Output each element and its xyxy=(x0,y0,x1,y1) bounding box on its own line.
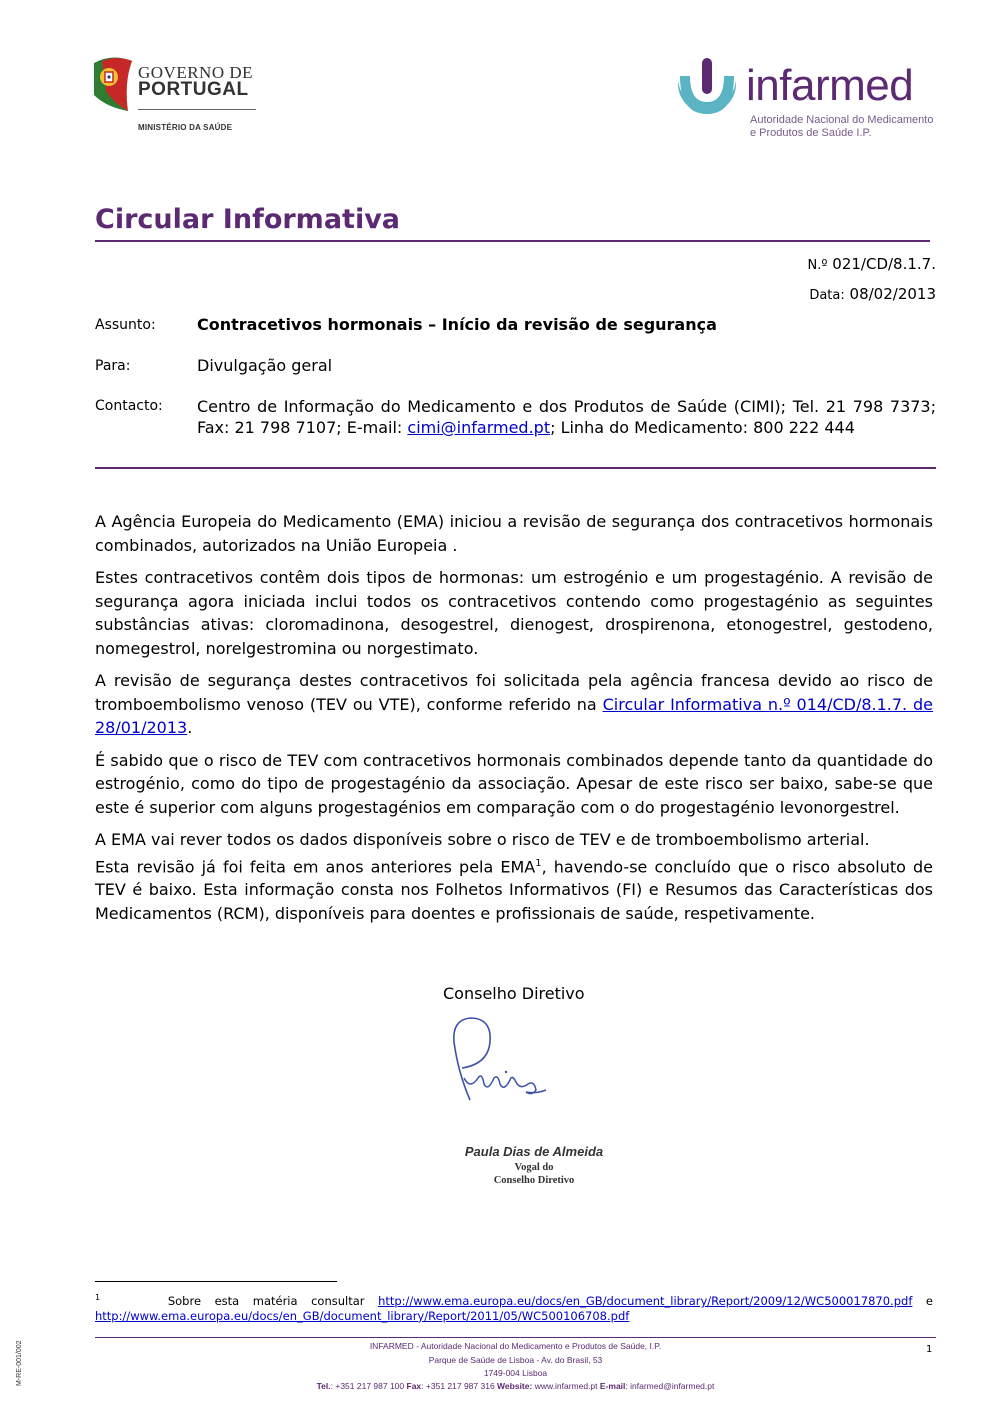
form-code: M-RE-001/002 xyxy=(16,1340,23,1386)
governo-portugal-logo xyxy=(92,55,262,140)
meta-divider xyxy=(95,467,936,469)
contact-email-link[interactable]: cimi@infarmed.pt xyxy=(407,418,551,437)
footnote-link-2[interactable]: http://www.ema.europa.eu/docs/en_GB/document_library/Report/2011/05/WC500106708.pdf xyxy=(95,1308,630,1323)
page-title: Circular Informativa xyxy=(95,204,401,235)
footnote-ref[interactable]: 1 xyxy=(535,857,542,869)
footnote-divider xyxy=(95,1281,337,1282)
footnote: $^1$ Sobre esta matéria consultar http://www.ema.europa.eu/docs/en_GB/document_library/Report/2009/12/WC500017870.pdf e http://www.ema.europa.eu/docs/en_GB/document_library/Report/2011/05/WC500106708.pdf xyxy=(95,1293,933,1323)
ministry-name: MINISTÉRIO DA SAÚDE xyxy=(138,123,233,132)
board-name: Conselho Diretivo xyxy=(443,984,585,1003)
circular-number: N.º 021/CD/8.1.7. xyxy=(807,255,936,273)
paragraph-1: A Agência Europeia do Medicamento (EMA) iniciou a revisão de segurança dos contracetivos hormonais combinados, autorizados na União Europeia . xyxy=(95,512,933,555)
page-number: 1 xyxy=(926,1344,933,1355)
title-divider xyxy=(95,240,930,242)
circular-date: Data: 08/02/2013 xyxy=(809,285,936,303)
subject-value: Contracetivos hormonais – Início da revisão de segurança xyxy=(197,315,717,334)
paragraph-3: A revisão de segurança destes contracetivos foi solicitada pela agência francesa devido ao risco de tromboembolismo venoso (TEV ou VTE), conforme referido na Circular Informativa n.º 014/CD/8.1.7. de 28/01/2013. xyxy=(95,671,934,737)
signatory-role-line1: Vogal do xyxy=(514,1162,554,1173)
contact-label: Contacto: xyxy=(95,398,163,414)
paragraph-2: Estes contracetivos contêm dois tipos de hormonas: um estrogénio e um progestagénio. A revisão de segurança agora iniciada inclui todos os contracetivos contendo como progestagénio as seguintes substâncias ativas: cloromadinona, desogestrel, dienogest, drospirenona, etonogestrel, gestodeno, nomegestrol, norelgestromina ou norgestimato. xyxy=(95,568,933,658)
footer-postal: 1749-004 Lisboa xyxy=(483,1368,548,1378)
footer-org: INFARMED - Autoridade Nacional do Medicamento e Produtos de Saúde, I.P. xyxy=(369,1341,662,1351)
signatory-role-line2: Conselho Diretivo xyxy=(493,1175,575,1186)
footnote-link-1[interactable]: http://www.ema.europa.eu/docs/en_GB/document_library/Report/2009/12/WC500017870.pdf xyxy=(378,1293,913,1308)
infarmed-name: infarmed xyxy=(746,61,914,110)
footer-contacts: Tel.: +351 217 987 100 Fax: +351 217 987 316 Website: www.infarmed.pt E-mail: infarmed@infarmed.pt xyxy=(316,1381,715,1391)
footer-address: Parque de Saúde de Lisboa - Av. do Brasil, 53 xyxy=(428,1355,603,1365)
gov-name: GOVERNO DE PORTUGAL xyxy=(138,63,254,100)
body-text xyxy=(95,510,933,934)
paragraph-5b: Esta revisão já foi feita em anos anteriores pela EMA$^1$, havendo-se concluído que o risco absoluto de TEV é baixo. Esta informação consta nos Folhetos Informativos (FI) e Resumos das Características dos Medicamentos (RCM), disponíveis para doentes e profissionais de saúde, respetivamente. xyxy=(95,856,934,923)
to-value: Divulgação geral xyxy=(197,356,333,375)
paragraph-4: É sabido que o risco de TEV com contracetivos hormonais combinados depende tanto da quantidade do estrogénio, como do tipo de progestagénio da associação. Apesar de este risco ser baixo, sabe-se que este é superior com alguns progestagénios em comparação com o do progestagénio levonorgestrel. xyxy=(95,750,933,817)
infarmed-logo xyxy=(676,56,936,148)
subject-label: Assunto: xyxy=(95,317,156,333)
portugal-emblem-icon xyxy=(92,55,134,113)
footer-divider xyxy=(95,1337,936,1338)
infarmed-mark-icon xyxy=(676,56,738,122)
signatory-name: Paula Dias de Almeida xyxy=(464,1144,604,1159)
to-label: Para: xyxy=(95,358,131,374)
paragraph-5a: A EMA vai rever todos os dados disponíveis sobre o risco de TEV e de tromboembolismo arterial. xyxy=(95,830,870,849)
contact-value: Centro de Informação do Medicamento e dos Produtos de Saúde (CIMI); Tel. 21 798 7373; Fax: 21 798 7107; E-mail: cimi@infarmed.pt; Linha do Medicamento: 800 222 444 xyxy=(197,397,936,437)
handwritten-signature xyxy=(440,1012,570,1107)
infarmed-subtitle: Autoridade Nacional do Medicamento e Produtos de Saúde I.P. xyxy=(750,114,934,139)
circular-reference-link[interactable]: Circular Informativa n.º 014/CD/8.1.7. de 28/01/2013 xyxy=(95,694,934,737)
